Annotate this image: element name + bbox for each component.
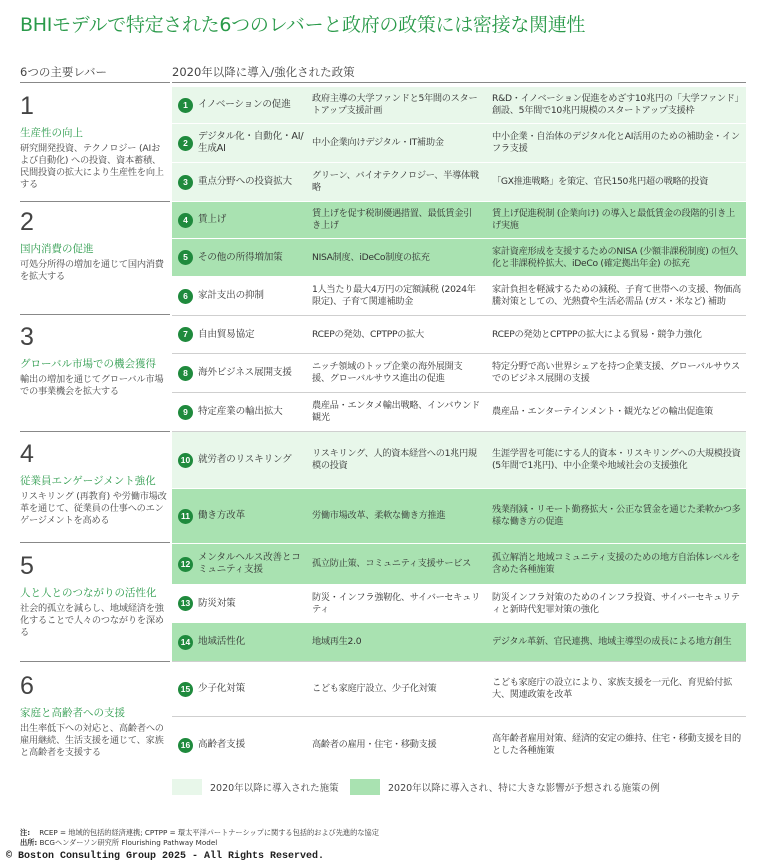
policy-row-9 xyxy=(172,393,746,431)
lever-label: 海外ビジネス展開支援 xyxy=(198,367,292,378)
legend-swatch-strong xyxy=(350,779,380,795)
policy-detail: 「GX推進戦略」を策定、官民150兆円超の戦略的投資 xyxy=(492,176,709,187)
group-title: グローバル市場での機会獲得 xyxy=(20,358,156,370)
lever-group-2 xyxy=(20,208,168,283)
group-number: 2 xyxy=(20,208,34,236)
policy-row-6 xyxy=(172,277,746,315)
row-number-badge: 6 xyxy=(178,289,193,304)
policy-summary: 1人当たり最大4万円の定額減税 (2024年限定)、子育て関連補助金 xyxy=(312,284,476,307)
legend-label-strong: 2020年以降に導入され、特に大きな影響が予想される施策の例 xyxy=(388,783,660,794)
policy-detail: 残業削減・リモート勤務拡大・公正な賃金を通じた柔軟かつ多様な働き方の促進 xyxy=(492,504,741,527)
lever-label: その他の所得増加策 xyxy=(198,251,283,263)
group-description: 研究開発投資、テクノロジー (AIおよび自動化) への投資、資本蓄積、民間投資の拡大により生産性を向上する xyxy=(20,143,164,190)
note-line xyxy=(20,828,379,838)
row-number-badge: 13 xyxy=(178,596,193,611)
lever-label: 重点分野への投資拡大 xyxy=(198,176,292,187)
policy-detail: 防災インフラ対策のためのインフラ投資、サイバーセキュリティと新時代犯罪対策の強化 xyxy=(492,591,740,615)
policy-summary: 中小企業向けデジタル・IT補助金 xyxy=(312,137,444,148)
note-label: 注: xyxy=(20,828,31,837)
policy-detail: こども家庭庁の設立により、家族支援を一元化、育児給付拡大、関連政策を改革 xyxy=(492,677,732,700)
lever-label: 賃上げ xyxy=(198,214,227,225)
row-number-badge: 2 xyxy=(178,136,193,151)
policy-summary: リスキリング、人的資本経営への1兆円規模の投資 xyxy=(312,448,477,471)
policy-row-15 xyxy=(172,662,746,716)
source-line xyxy=(20,838,379,848)
source-text: BCGヘンダーソン研究所 Flourishing Pathway Model xyxy=(39,837,218,847)
lever-label: デジタル化・自動化・AI/生成AI xyxy=(198,131,304,154)
lever-label: 自由貿易協定 xyxy=(198,328,255,340)
group-description: 輸出の増加を通じてグローバル市場での事業機会を拡大する xyxy=(20,374,164,397)
header-policies: 2020年以降に導入/強化された政策 xyxy=(172,65,355,79)
policy-summary: こども家庭庁設立、少子化対策 xyxy=(312,683,437,694)
group-divider xyxy=(20,661,170,662)
policy-detail: 家計資産形成を支援するためのNISA (少額非課税制度) の恒久化と非課税枠拡大、iDeCo (確定拠出年金) の拡充 xyxy=(492,245,738,269)
group-number: 1 xyxy=(20,92,34,120)
lever-label: 少子化対策 xyxy=(198,683,245,694)
lever-label: 地域活性化 xyxy=(198,636,245,647)
policy-row-16 xyxy=(172,717,746,773)
lever-group-5 xyxy=(20,552,168,639)
legend-item-strong xyxy=(350,779,660,795)
source-label: 出所: xyxy=(20,837,38,847)
lever-label: イノベーションの促進 xyxy=(198,99,291,110)
group-number: 4 xyxy=(20,440,34,468)
policy-summary: 防災・インフラ強靭化、サイバーセキュリティ xyxy=(312,591,480,615)
policy-row-1 xyxy=(172,87,746,123)
group-title: 生産性の向上 xyxy=(20,127,83,139)
lever-group-1 xyxy=(20,92,168,191)
lever-label: 高齢者支援 xyxy=(198,739,245,750)
policy-summary: NISA制度、iDeCo制度の拡充 xyxy=(312,251,430,263)
group-title: 国内消費の促進 xyxy=(20,243,94,255)
policy-row-3 xyxy=(172,163,746,201)
policy-detail: 高年齢者雇用対策、経済的安定の維持、住宅・移動支援を目的とした各種施策 xyxy=(492,733,741,756)
lever-group-3 xyxy=(20,323,168,398)
policy-summary: 政府主導の大学ファンドと5年間のスタートアップ支援計画 xyxy=(312,93,478,116)
lever-label: 防災対策 xyxy=(198,597,236,609)
policy-summary: 高齢者の雇用・住宅・移動支援 xyxy=(312,739,437,750)
row-number-badge: 4 xyxy=(178,213,193,228)
group-number: 6 xyxy=(20,672,34,700)
policy-summary: ニッチ領域のトップ企業の海外展開支援、グローバルサウス進出の促進 xyxy=(312,361,463,384)
policy-row-7 xyxy=(172,316,746,353)
policy-row-13 xyxy=(172,585,746,622)
row-number-badge: 1 xyxy=(178,98,193,113)
policy-detail: 賃上げ促進税制 (企業向け) の導入と最低賃金の段階的引き上げ実施 xyxy=(492,208,735,231)
policy-row-2 xyxy=(172,124,746,162)
policy-summary: 労働市場改革、柔軟な働き方推進 xyxy=(312,510,446,521)
row-number-badge: 14 xyxy=(178,635,193,650)
lever-label: 家計支出の抑制 xyxy=(198,290,264,301)
copyright: © Boston Consulting Group 2025 - All Rights Reserved. xyxy=(6,851,325,862)
group-divider xyxy=(20,431,170,432)
group-divider xyxy=(20,542,170,543)
policy-summary: RCEPの発効、CPTPPの拡大 xyxy=(312,328,424,340)
group-number: 5 xyxy=(20,552,34,580)
policy-row-10 xyxy=(172,432,746,488)
policy-summary: 賃上げを促す税制優遇措置、最低賃金引き上げ xyxy=(312,208,472,231)
lever-group-6 xyxy=(20,672,168,759)
policy-detail: 農産品・エンターテインメント・観光などの輸出促進策 xyxy=(492,406,713,417)
row-number-badge: 10 xyxy=(178,453,193,468)
row-number-badge: 12 xyxy=(178,557,193,572)
policy-row-5 xyxy=(172,239,746,276)
policy-detail: 特定分野で高い世界シェアを持つ企業支援、グローバルサウスでのビジネス展開の支援 xyxy=(492,361,740,384)
group-title: 人と人とのつながりの活性化 xyxy=(20,587,157,599)
note-text: RCEP = 地域的包括的経済連携; CPTPP = 環太平洋パートナーシップに関する包括的および先進的な協定 xyxy=(39,828,379,837)
lever-label: 特定産業の輸出拡大 xyxy=(198,406,283,417)
legend-label-light: 2020年以降に導入された施策 xyxy=(210,783,339,794)
lever-label: メンタルヘルス改善とコミュニティ支援 xyxy=(198,552,301,575)
group-description: 可処分所得の増加を通じて国内消費を拡大する xyxy=(20,259,164,282)
lever-group-4 xyxy=(20,440,168,527)
group-description: 出生率低下への対応と、高齢者への雇用継続、生活支援を通じて、家族と高齢者を支援する xyxy=(20,723,164,758)
row-number-badge: 8 xyxy=(178,366,193,381)
policy-summary: 地域再生2.0 xyxy=(312,636,362,647)
lever-label: 働き方改革 xyxy=(198,510,245,521)
row-number-badge: 3 xyxy=(178,175,193,190)
policy-row-8 xyxy=(172,354,746,392)
row-number-badge: 7 xyxy=(178,327,193,342)
policy-row-4 xyxy=(172,202,746,238)
row-number-badge: 15 xyxy=(178,682,193,697)
policy-row-12 xyxy=(172,544,746,584)
policy-summary: 孤立防止策、コミュニティ支援サービス xyxy=(312,558,472,569)
row-number-badge: 9 xyxy=(178,405,193,420)
policy-detail: 生涯学習を可能にする人的資本・リスキリングへの大規模投資 (5年間で1兆円)、中小企業や地域社会の支援強化 xyxy=(492,448,741,471)
policy-summary: 農産品・エンタメ輸出戦略、インバウンド観光 xyxy=(312,400,480,423)
policy-row-14 xyxy=(172,623,746,661)
legend-swatch-light xyxy=(172,779,202,795)
policy-detail: RCEPの発効とCPTPPの拡大による貿易・競争力強化 xyxy=(492,328,702,340)
group-divider xyxy=(20,314,170,315)
group-title: 家庭と高齢者への支援 xyxy=(20,707,125,719)
policy-detail: 中小企業・自治体のデジタル化とAI活用のための補助金・インフラ支援 xyxy=(492,131,740,154)
policy-summary: グリーン、バイオテクノロジー、半導体戦略 xyxy=(312,170,479,193)
policy-detail: デジタル革新、官民連携、地域主導型の成長による地方創生 xyxy=(492,636,732,647)
policy-detail: 家計負担を軽減するための減税、子育て世帯への支援、物価高騰対策としての、光熱費や生活必需品 (ガス・米など) 補助 xyxy=(492,284,741,307)
header-levers: 6つの主要レバー xyxy=(20,65,108,79)
page-title: BHIモデルで特定された6つのレバーと政府の政策には密接な関連性 xyxy=(20,14,586,36)
header-divider-right xyxy=(172,82,746,83)
group-description: 社会的孤立を減らし、地域経済を強化することで人々のつながりを深める xyxy=(20,603,164,638)
row-number-badge: 11 xyxy=(178,509,193,524)
policy-detail: 孤立解消と地域コミュニティ支援のための地方自治体レベルを含めた各種施策 xyxy=(492,552,740,575)
legend-item-light xyxy=(172,779,339,795)
header-divider-left xyxy=(20,82,170,83)
group-title: 従業員エンゲージメント強化 xyxy=(20,475,156,487)
row-number-badge: 5 xyxy=(178,250,193,265)
group-description: リスキリング (再教育) や労働市場改革を通じて、従業員の仕事へのエンゲージメントを高める xyxy=(20,491,167,526)
footnotes xyxy=(20,828,379,847)
group-divider xyxy=(20,201,170,202)
group-number: 3 xyxy=(20,323,34,351)
policy-detail: R&D・イノベーション促進をめざす10兆円の「大学ファンド」創設、5年間で10兆円規模のスタートアップ支援枠 xyxy=(492,93,739,116)
policy-row-11 xyxy=(172,489,746,543)
lever-label: 就労者のリスキリング xyxy=(198,454,292,465)
row-number-badge: 16 xyxy=(178,738,193,753)
